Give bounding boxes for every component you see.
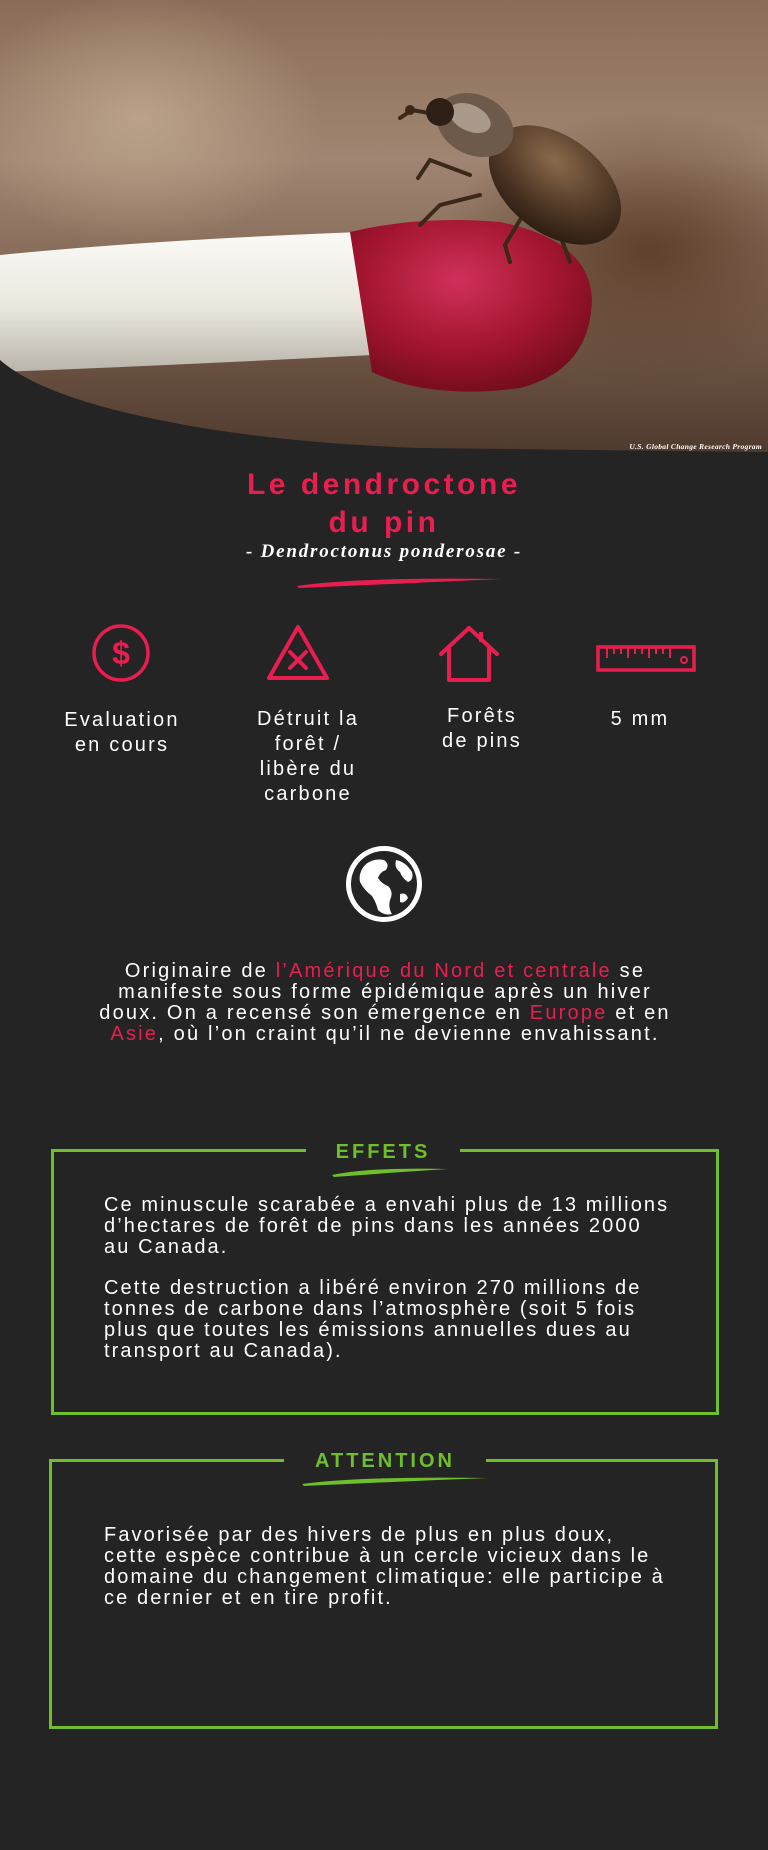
house-icon — [437, 622, 501, 686]
title-underline-swash — [295, 575, 505, 589]
globe-icon — [344, 844, 424, 924]
svg-text:$: $ — [112, 635, 130, 671]
effets-paragraph-1: Ce minuscule scarabée a envahi plus de 13 millions d’hectares de forêt de pins dans les années 2000 au Canada. — [104, 1194, 670, 1258]
scientific-name: - Dendroctonus ponderosae - — [245, 541, 523, 562]
intro-paragraph: Originaire de l’Amérique du Nord et centrale se manifeste sous forme épidémique après un hiver doux. On a recensé son émergence en Europe et en Asie, où l’on craint qu’il ne devienne envahissant. — [99, 960, 671, 1045]
highlight-asia: Asie — [110, 1023, 159, 1045]
highlight-origin-region: l’Amérique du Nord et centrale — [275, 960, 612, 982]
stat-label-destruction: Détruit la forêt / libère du carbone — [256, 708, 360, 805]
dollar-circle-icon — [90, 622, 152, 684]
effets-underline-swash — [330, 1166, 450, 1178]
attention-paragraph: Favorisée par des hivers de plus en plus doux, cette espèce contribue à un cercle vicieux dans le domaine du changement climatique: elle participe à ce dernier et en tire profit. — [104, 1524, 665, 1609]
ruler-icon — [595, 642, 697, 674]
stat-label-size: 5 mm — [610, 708, 670, 730]
attention-heading: ATTENTION — [284, 1449, 486, 1473]
title-line-1: Le dendroctone — [246, 468, 521, 501]
highlight-europe: Europe — [529, 1002, 608, 1024]
warning-triangle-icon — [265, 622, 331, 684]
attention-underline-swash — [300, 1475, 490, 1487]
stat-label-evaluation: Evaluation en cours — [64, 709, 180, 756]
title-line-2: du pin — [328, 506, 440, 539]
stat-label-habitat: Forêts de pins — [442, 705, 522, 752]
beetle-on-match-illustration — [0, 0, 768, 455]
hero-photo — [0, 0, 768, 455]
effets-heading: EFFETS — [306, 1140, 460, 1164]
effets-paragraph-2: Cette destruction a libéré environ 270 millions de tonnes de carbone dans l’atmosphère (soit 5 fois plus que toutes les émissions annuelles dues au transport au Canada). — [104, 1277, 642, 1362]
photo-credit: U.S. Global Change Research Program — [629, 442, 762, 451]
